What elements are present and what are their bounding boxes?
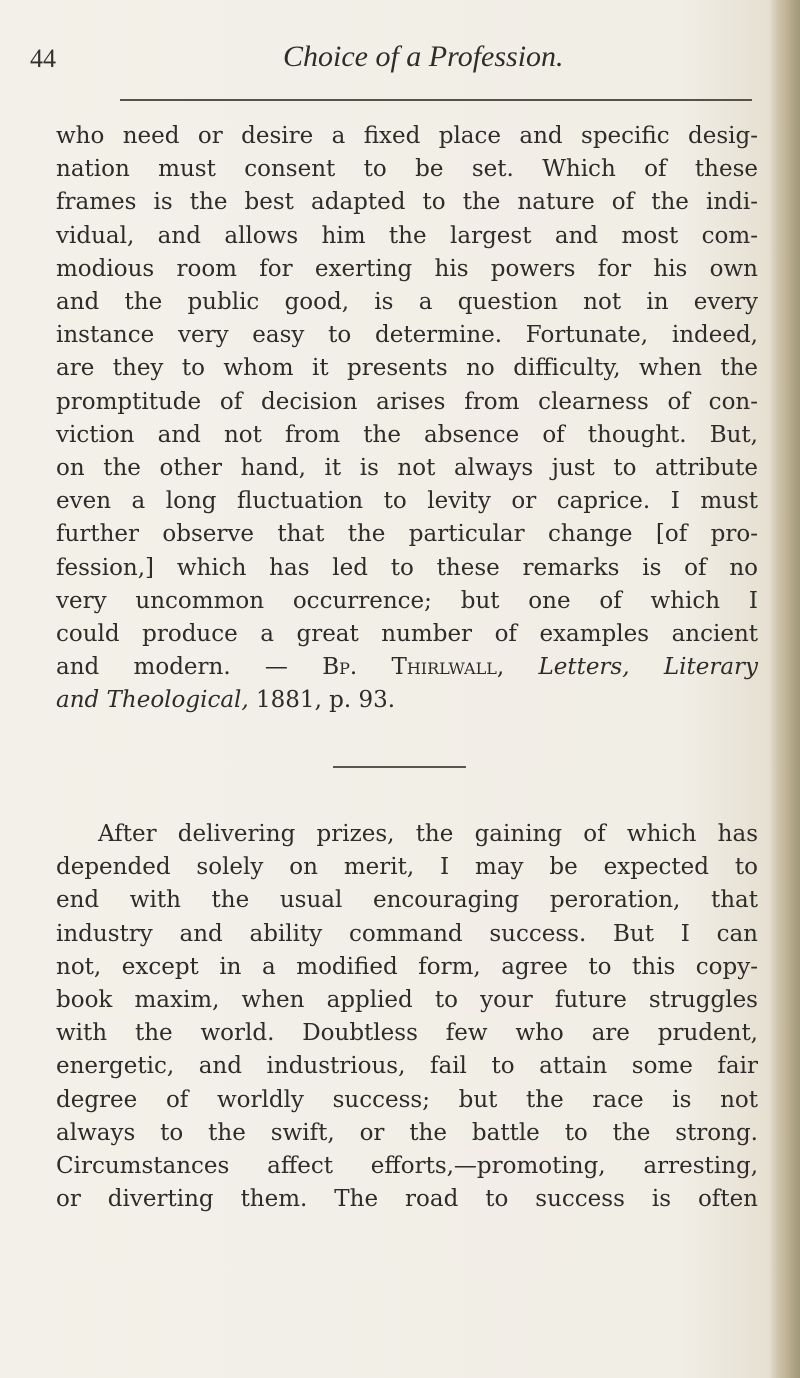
text-line: and the public good, is a question not in every	[56, 289, 758, 316]
text-line: modious room for exerting his powers for his own	[56, 255, 758, 282]
text-line: nation must consent to be set. Which of these	[56, 156, 758, 183]
text-line: industry and ability command success. But I can	[56, 920, 758, 947]
citation-author: Bp. Thirlwall,	[322, 654, 505, 681]
text-line: degree of worldly success; but the race is not	[56, 1086, 758, 1113]
text-line: even a long fluctuation to levity or caprice. I must	[56, 488, 758, 515]
text-line: After delivering prizes, the gaining of which has	[98, 821, 758, 847]
text-line: depended solely on merit, I may be expected to	[56, 854, 758, 881]
text-line: very uncommon occurrence; but one of which I	[56, 587, 758, 614]
text-line: on the other hand, it is not always just to attribute	[56, 455, 758, 482]
text-line: vidual, and allows him the largest and most com-	[56, 222, 758, 249]
text-line: Circumstances affect efforts,—promoting, arresting,	[56, 1153, 758, 1180]
text-line: with the world. Doubtless few who are prudent,	[56, 1020, 758, 1047]
citation-title-letters: Letters,	[538, 654, 630, 681]
text-line: who need or desire a fixed place and specific desig-	[56, 123, 758, 149]
citation-line	[56, 651, 758, 684]
citation-prefix: and modern. —	[56, 654, 323, 681]
page-edge-shadow	[770, 0, 800, 1378]
citation-title-literary: Literary	[663, 654, 759, 681]
text-line: always to the swift, or the battle to the strong.	[56, 1119, 758, 1146]
text-line: frames is the best adapted to the nature of the indi-	[56, 189, 758, 216]
running-title: Choice of a Profession.	[283, 40, 564, 73]
text-line: book maxim, when applied to your future struggles	[56, 987, 758, 1014]
text-line: not, except in a modified form, agree to this copy-	[56, 953, 758, 980]
text-line: fession,] which has led to these remarks is of no	[56, 554, 758, 581]
paragraph-quote	[56, 120, 758, 718]
citation-title-theological: and Theological,	[56, 687, 249, 714]
page-number: 44	[30, 44, 56, 73]
citation-line-end	[56, 684, 758, 717]
text-line: viction and not from the absence of thought. But,	[56, 421, 758, 448]
text-line: promptitude of decision arises from clearness of con-	[56, 388, 758, 415]
text-line: instance very easy to determine. Fortunate, indeed,	[56, 322, 758, 349]
text-line: could produce a great number of examples ancient	[56, 621, 758, 648]
section-divider	[333, 766, 466, 768]
text-line: end with the usual encouraging peroration, that	[56, 887, 758, 914]
page-header	[0, 40, 800, 84]
citation-date-page: 1881, p. 93.	[256, 687, 396, 714]
paragraph-body	[56, 818, 758, 1216]
text-line: energetic, and industrious, fail to attain some fair	[56, 1053, 758, 1080]
text-line: further observe that the particular change [of pro-	[56, 521, 758, 548]
header-rule	[120, 99, 752, 101]
text-line: are they to whom it presents no difficulty, when the	[56, 355, 758, 382]
text-line: or diverting them. The road to success is often	[56, 1186, 758, 1213]
